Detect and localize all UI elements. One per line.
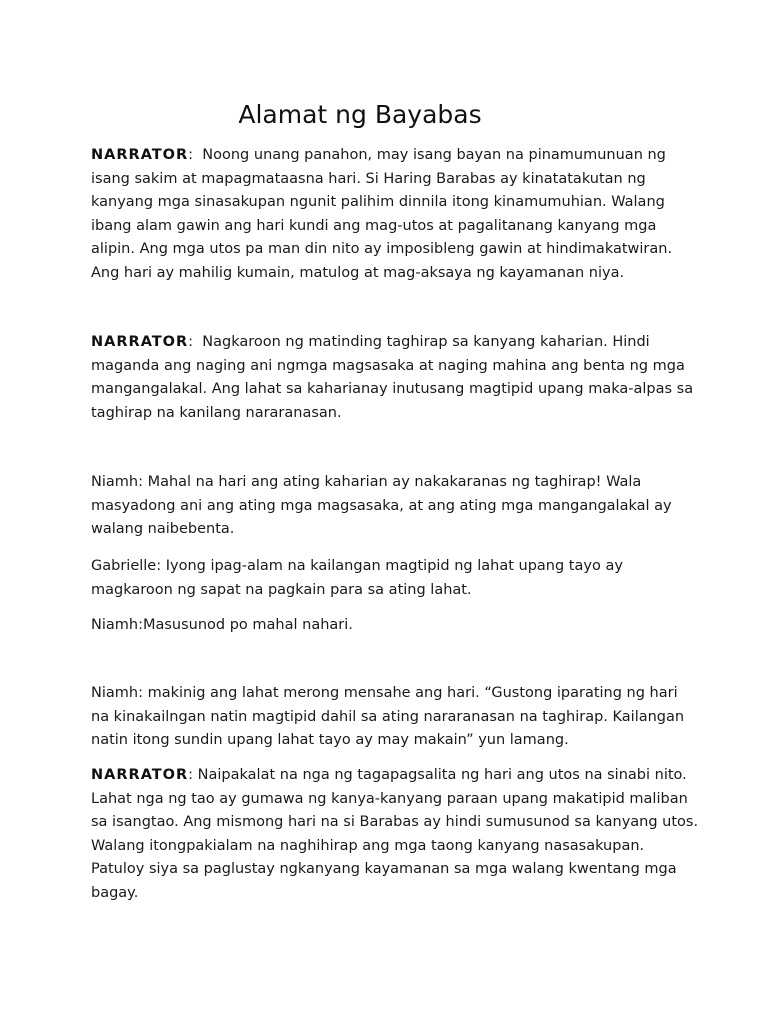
line-text: Nagkaroon ng matinding taghirap sa kanyang kaharian. Hindi [193, 334, 650, 350]
line-text: Noong unang panahon, may isang bayan na pinamumunuan ng [193, 147, 666, 163]
paragraph-line: Gabrielle: Iyong ipag-alam na kailangan magtipid ng lahat upang tayo ay [91, 558, 623, 574]
speaker-label: NARRATOR [91, 767, 189, 783]
paragraph-line: Ang hari ay mahilig kumain, matulog at mag-aksaya ng kayamanan niya. [91, 264, 625, 281]
speaker-label: NARRATOR [91, 147, 189, 163]
paragraph-line: masyadong ani ang ating mga magsasaka, at ang ating mga mangangalakal ay [91, 497, 672, 514]
narrator-paragraph-2 [91, 331, 694, 425]
paragraph-line: bagay. [91, 884, 139, 901]
paragraph-line: sa isangtao. Ang mismong hari na si Barabas ay hindi sumusunod sa kanyang utos. [91, 814, 699, 831]
speaker-separator: : [188, 147, 194, 163]
speaker-separator: : [188, 334, 194, 350]
paragraph-line: alipin. Ang mga utos pa man din nito ay imposibleng gawin at hindimakatwiran. [91, 241, 673, 258]
dialogue-paragraph-niamh-1 [91, 471, 691, 542]
paragraph-line: Lahat nga ng tao ay gumawa ng kanya-kanyang paraan upang makatipid maliban [91, 790, 688, 807]
paragraph-line [91, 331, 691, 355]
paragraph-line: Walang itongpakialam na naghihirap ang mga taong kanyang nasasakupan. [91, 837, 645, 854]
paragraph-line: walang naibebenta. [91, 521, 235, 538]
document-title: Alamat ng Bayabas [238, 100, 482, 129]
dialogue-paragraph-niamh-2 [91, 614, 691, 638]
dialogue-paragraph-gabrielle [91, 555, 691, 602]
paragraph-line: magkaroon ng sapat na pagkain para sa ating lahat. [91, 581, 472, 598]
narrator-paragraph-3 [91, 764, 699, 906]
paragraph-line: mangangalakal. Ang lahat sa kaharianay inutusang magtipid upang maka-alpas sa [91, 381, 694, 398]
paragraph-line: maganda ang naging ani ngmga magsasaka at naging mahina ang benta ng mga [91, 357, 685, 374]
paragraph-line: taghirap na kanilang nararanasan. [91, 404, 342, 421]
line-text: Naipakalat na nga ng tagapagsalita ng hari ang utos na sinabi nito. [193, 767, 687, 783]
narrator-paragraph-1 [91, 144, 691, 286]
paragraph-line [91, 764, 691, 788]
paragraph-line: Niamh: makinig ang lahat merong mensahe ang hari. “Gustong iparating ng hari [91, 685, 678, 701]
paragraph-line: natin itong sundin upang lahat tayo ay may makain” yun lamang. [91, 732, 569, 749]
paragraph-line: Patuloy siya sa paglustay ngkanyang kayamanan sa mga walang kwentang mga [91, 861, 677, 878]
paragraph-line [91, 144, 691, 168]
paragraph-line: na kinakailngan natin magtipid dahil sa ating nararanasan na taghirap. Kailangan [91, 708, 685, 725]
paragraph-line: Niamh:Masusunod po mahal nahari. [91, 617, 353, 633]
speaker-separator: : [188, 767, 194, 783]
paragraph-line: isang sakim at mapagmataasna hari. Si Haring Barabas ay kinatatakutan ng [91, 170, 646, 187]
speaker-label: NARRATOR [91, 334, 189, 350]
paragraph-line: Niamh: Mahal na hari ang ating kaharian ay nakakaranas ng taghirap! Wala [91, 474, 642, 490]
paragraph-line: kanyang mga sinasakupan ngunit palihim dinnila itong kinamumuhian. Walang [91, 194, 665, 211]
paragraph-line: ibang alam gawin ang hari kundi ang mag-utos at pagalitanang kanyang mga [91, 217, 657, 234]
dialogue-paragraph-niamh-3 [91, 682, 691, 753]
